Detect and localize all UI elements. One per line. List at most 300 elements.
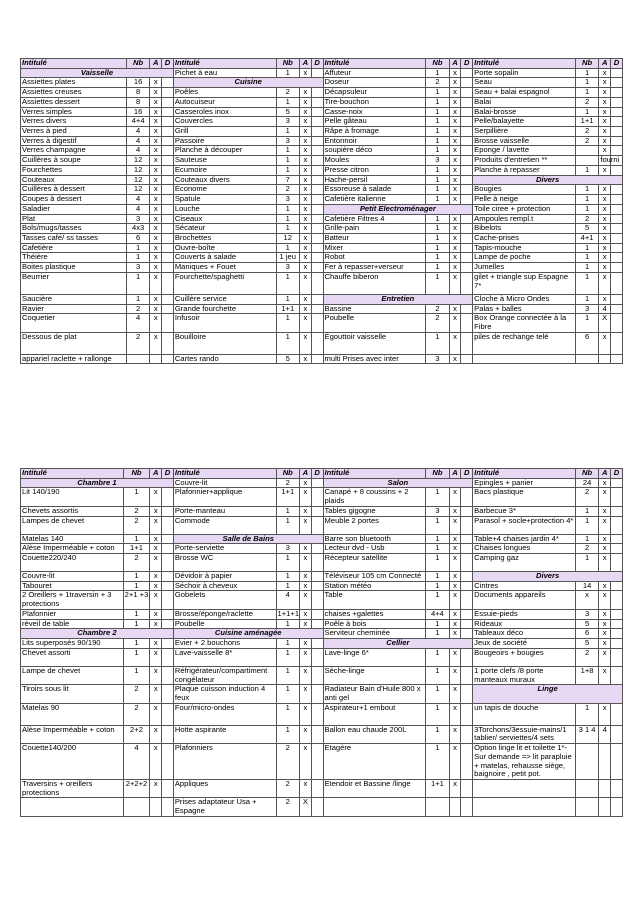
item-departure-check [311, 516, 323, 534]
item-departure-check [611, 609, 623, 619]
item-quantity: 1 [276, 666, 300, 684]
table-row [21, 478, 623, 488]
item-quantity: 5 [276, 107, 300, 117]
item-label: Tableaux déco [473, 629, 576, 639]
table-row [21, 97, 623, 107]
item-label: Option linge lit et toilette 1*- Sur demande => lit parapluie + matelas, rehausse siège, baignoire , petit pot. [473, 744, 576, 780]
item-arrival-check: x [599, 97, 611, 107]
item-quantity: 1 [276, 572, 300, 582]
item-arrival-check: x [150, 544, 162, 554]
item-label: Cuillère service [173, 294, 276, 304]
item-departure-check [311, 619, 323, 629]
table-row [21, 516, 623, 534]
empty-cell [599, 354, 611, 364]
item-quantity: 1 [575, 88, 599, 98]
item-quantity: 1 [575, 314, 599, 332]
item-departure-check [162, 185, 174, 195]
item-departure-check [311, 488, 323, 506]
item-arrival-check: x [599, 648, 611, 666]
item-departure-check [311, 581, 323, 591]
item-quantity: 1 [426, 725, 450, 743]
item-quantity: 2 [123, 703, 150, 725]
item-departure-check [611, 488, 623, 506]
table-row [21, 185, 623, 195]
item-departure-check [611, 136, 623, 146]
item-label: Affuteur [323, 68, 426, 78]
item-quantity: 1 [575, 516, 599, 534]
item-label: Camping gaz [473, 554, 576, 572]
item-arrival-check: x [449, 703, 461, 725]
item-departure-check [461, 253, 473, 263]
item-departure-check [461, 609, 473, 619]
item-departure-check [162, 127, 174, 137]
item-label: Balai [473, 97, 576, 107]
item-quantity: 1 [426, 581, 450, 591]
header-nb: Nb [276, 59, 300, 69]
item-departure-check [611, 478, 623, 488]
item-arrival-check: 4 [599, 725, 611, 743]
item-quantity: 2 [575, 97, 599, 107]
item-arrival-check: x [300, 185, 312, 195]
item-departure-check [311, 744, 323, 780]
item-departure-check [311, 703, 323, 725]
item-arrival-check: x [599, 544, 611, 554]
item-departure-check [611, 214, 623, 224]
table-row [21, 506, 623, 516]
item-quantity: 2 [276, 779, 300, 797]
item-arrival-check: x [150, 648, 162, 666]
item-arrival-check: x [150, 516, 162, 534]
item-quantity: 2 [126, 332, 150, 354]
item-label: Autocuiseur [173, 97, 276, 107]
item-quantity: 2 [123, 516, 150, 534]
item-label: Couvercles [173, 117, 276, 127]
empty-cell [123, 798, 150, 816]
item-quantity: 2 [276, 744, 300, 780]
item-label: Matelas 90 [21, 703, 124, 725]
item-label: Pichet à eau [173, 68, 276, 78]
item-label: Boites plastique [21, 263, 127, 273]
item-arrival-check: x [150, 263, 162, 273]
item-arrival-check: x [449, 78, 461, 88]
table-row [21, 591, 623, 609]
item-label: Jumelles [473, 263, 576, 273]
table-row [21, 798, 623, 816]
item-arrival-check: x [150, 314, 162, 332]
item-departure-check [611, 233, 623, 243]
item-quantity: 1+1 [575, 117, 599, 127]
section-heading: Salon [323, 478, 473, 488]
empty-cell [599, 798, 611, 816]
item-departure-check [611, 744, 623, 780]
item-arrival-check: x [300, 304, 312, 314]
item-arrival-check: x [150, 639, 162, 649]
item-label: Tabouret [21, 581, 124, 591]
item-arrival-check: x [599, 639, 611, 649]
item-arrival-check: x [449, 581, 461, 591]
item-label: Ciseaux [173, 214, 276, 224]
item-quantity: 1 [426, 703, 450, 725]
item-label: Bols/mugs/tasses [21, 224, 127, 234]
item-label: Verres simples [21, 107, 127, 117]
item-label: Tire-bouchon [323, 97, 426, 107]
item-arrival-check: x [300, 544, 312, 554]
item-quantity: 1 [426, 175, 450, 185]
item-departure-check [162, 619, 174, 629]
item-departure-check [311, 332, 323, 354]
item-arrival-check: x [300, 272, 312, 294]
item-departure-check [611, 294, 623, 304]
table-row [21, 666, 623, 684]
item-label: Cafetière Filtres 4 [323, 214, 426, 224]
header-d: D [311, 59, 323, 69]
item-arrival-check: x [150, 591, 162, 609]
item-arrival-check: x [449, 609, 461, 619]
item-departure-check [162, 516, 174, 534]
item-label: Bibelots [473, 224, 576, 234]
item-departure-check [611, 639, 623, 649]
item-arrival-check: x [150, 253, 162, 263]
item-arrival-check: x [150, 88, 162, 98]
item-quantity: 2 [123, 554, 150, 572]
item-label: Commode [173, 516, 276, 534]
item-label: Saladier [21, 204, 127, 214]
item-label: Brosse WC [173, 554, 276, 572]
item-label: Grande fourchette [173, 304, 276, 314]
item-departure-check [162, 581, 174, 591]
item-arrival-check: x [599, 253, 611, 263]
item-label: 2 Oreillers + 1traversin + 3 protections [21, 591, 124, 609]
item-quantity: 1 [123, 572, 150, 582]
item-quantity [575, 146, 599, 156]
item-label: Bassine [323, 304, 426, 314]
item-quantity: 1 [426, 685, 450, 703]
item-label: Porte sopalin [473, 68, 576, 78]
item-departure-check [162, 175, 174, 185]
item-arrival-check: x [150, 97, 162, 107]
item-quantity: 1 [575, 506, 599, 516]
item-departure-check [162, 354, 174, 364]
item-quantity: 1 [575, 294, 599, 304]
item-quantity: 1 [426, 591, 450, 609]
item-departure-check [311, 107, 323, 117]
item-quantity: 1 [276, 243, 300, 253]
item-label: Lave-vaisselle 8* [173, 648, 276, 666]
item-arrival-check: x [599, 488, 611, 506]
item-arrival-check: x [150, 488, 162, 506]
item-departure-check [311, 253, 323, 263]
item-departure-check [311, 506, 323, 516]
header-d: D [162, 59, 174, 69]
item-label: Parasol + socle+protection 4* [473, 516, 576, 534]
header-item: Intitulé [473, 59, 576, 69]
item-quantity: 16 [126, 78, 150, 88]
item-departure-check [461, 117, 473, 127]
item-label: Fer à repasser+verseur [323, 263, 426, 273]
item-label: Couette220/240 [21, 554, 124, 572]
item-label: Infusoir [173, 314, 276, 332]
item-quantity: 2 [123, 506, 150, 516]
item-arrival-check: x [449, 243, 461, 253]
item-arrival-check: x [150, 506, 162, 516]
item-departure-check [162, 609, 174, 619]
item-label: Couverts à salade [173, 253, 276, 263]
item-arrival-check: x [449, 648, 461, 666]
item-arrival-check: x [300, 233, 312, 243]
item-departure-check [461, 332, 473, 354]
item-label: Poubelle [323, 314, 426, 332]
item-quantity: 1 [126, 243, 150, 253]
item-departure-check [461, 572, 473, 582]
header-a: A [449, 59, 461, 69]
item-arrival-check: x [150, 117, 162, 127]
item-departure-check [311, 639, 323, 649]
section-heading: Divers [473, 572, 623, 582]
header-item: Intitulé [173, 469, 276, 479]
item-label: Bougeoirs + bougies [473, 648, 576, 666]
item-arrival-check: x [150, 685, 162, 703]
item-label: Maniques + Fouet [173, 263, 276, 273]
item-label: Palas + balles [473, 304, 576, 314]
header-nb: Nb [426, 469, 450, 479]
item-departure-check [311, 68, 323, 78]
item-arrival-check: x [599, 195, 611, 205]
item-departure-check [311, 233, 323, 243]
item-arrival-check: x [449, 253, 461, 263]
item-label: Assiettes creuses [21, 88, 127, 98]
item-quantity: 1 [426, 629, 450, 639]
item-quantity: 1 [575, 534, 599, 544]
item-label: Couette140/200 [21, 744, 124, 780]
item-quantity: 4+1 [575, 233, 599, 243]
item-departure-check [461, 78, 473, 88]
item-label: Pelle gâteau [323, 117, 426, 127]
item-quantity: 2 [575, 544, 599, 554]
item-departure-check [162, 214, 174, 224]
item-departure-check [311, 127, 323, 137]
item-quantity: 1 [426, 165, 450, 175]
item-departure-check [162, 332, 174, 354]
item-arrival-check: x [300, 478, 312, 488]
item-departure-check [611, 78, 623, 88]
item-quantity: 4+4 [126, 117, 150, 127]
item-arrival-check: x [449, 314, 461, 332]
item-label: Appliques [173, 779, 276, 797]
item-label: Poêle à bois [323, 619, 426, 629]
header-a: A [150, 469, 162, 479]
item-arrival-check: x [150, 572, 162, 582]
item-departure-check [611, 516, 623, 534]
item-arrival-check: x [300, 666, 312, 684]
item-label: Verres à digestif [21, 136, 127, 146]
item-arrival-check: x [599, 516, 611, 534]
item-arrival-check: x [599, 294, 611, 304]
item-arrival-check: x [300, 609, 312, 619]
item-label: Tapis-mouche [473, 243, 576, 253]
item-label: Batteur [323, 233, 426, 243]
item-quantity: 1 [276, 156, 300, 166]
item-arrival-check: x [300, 332, 312, 354]
item-departure-check [162, 117, 174, 127]
section-heading: Cuisine aménagée [173, 629, 323, 639]
item-quantity: 4 [126, 204, 150, 214]
item-quantity: 1 [276, 294, 300, 304]
table-row [21, 204, 623, 214]
item-label: Four/micro-ondes [173, 703, 276, 725]
item-departure-check [611, 204, 623, 214]
item-arrival-check: x [150, 666, 162, 684]
item-arrival-check: x [599, 609, 611, 619]
item-departure-check [461, 127, 473, 137]
header-d: D [162, 469, 174, 479]
item-departure-check [461, 703, 473, 725]
item-label: Poubelle [173, 619, 276, 629]
item-arrival-check: x [599, 136, 611, 146]
table-row [21, 88, 623, 98]
table-row [21, 544, 623, 554]
item-arrival-check: x [150, 534, 162, 544]
empty-cell [473, 354, 576, 364]
item-quantity: 2 [426, 78, 450, 88]
header-d: D [311, 469, 323, 479]
item-label: Louche [173, 204, 276, 214]
item-quantity: 1 [575, 243, 599, 253]
item-departure-check [162, 572, 174, 582]
item-quantity: 4 [126, 136, 150, 146]
item-quantity: 2 [575, 214, 599, 224]
item-departure-check [611, 117, 623, 127]
item-departure-check [311, 725, 323, 743]
item-arrival-check: x [150, 725, 162, 743]
item-arrival-check: x [449, 666, 461, 684]
item-label: Coquetier [21, 314, 127, 332]
item-quantity: 1 [276, 146, 300, 156]
item-departure-check [611, 629, 623, 639]
item-arrival-check: x [300, 175, 312, 185]
item-arrival-check: x [449, 354, 461, 364]
item-arrival-check: x [300, 685, 312, 703]
item-departure-check [311, 263, 323, 273]
item-departure-check [461, 146, 473, 156]
item-quantity: 4 [126, 127, 150, 137]
item-label: 3Torchons/3essuie-mains/1 tablier/ serviettes/4 sets [473, 725, 576, 743]
item-departure-check [611, 703, 623, 725]
item-quantity: 1 [575, 263, 599, 273]
item-label: Epingles + panier [473, 478, 576, 488]
item-departure-check [461, 214, 473, 224]
item-departure-check [461, 224, 473, 234]
item-departure-check [611, 725, 623, 743]
item-departure-check [162, 591, 174, 609]
item-label: Ampoules rempl.t [473, 214, 576, 224]
item-departure-check [162, 703, 174, 725]
empty-cell [21, 798, 124, 816]
section-heading: Entretien [323, 294, 473, 304]
item-departure-check [611, 272, 623, 294]
item-label: Plat [21, 214, 127, 224]
item-departure-check [311, 165, 323, 175]
item-departure-check [311, 648, 323, 666]
item-quantity: 1 [575, 703, 599, 725]
item-arrival-check: x [599, 629, 611, 639]
table-row [21, 779, 623, 797]
item-departure-check [461, 516, 473, 534]
table-row [21, 488, 623, 506]
table-row [21, 243, 623, 253]
item-label: Econome [173, 185, 276, 195]
item-arrival-check: x [449, 304, 461, 314]
item-quantity: 1 [276, 703, 300, 725]
item-arrival-check: x [449, 534, 461, 544]
item-arrival-check: x [449, 544, 461, 554]
item-label: Plafonnier [21, 609, 124, 619]
empty-cell [473, 779, 576, 797]
item-arrival-check: x [150, 233, 162, 243]
item-quantity: 1 [575, 68, 599, 78]
item-arrival-check: x [599, 107, 611, 117]
item-arrival-check: x [599, 127, 611, 137]
item-departure-check [162, 685, 174, 703]
item-quantity: 4 [126, 146, 150, 156]
item-departure-check [461, 185, 473, 195]
item-label: Couvre-lit [173, 478, 276, 488]
item-label: Evier + 2 bouchons [173, 639, 276, 649]
item-arrival-check: x [150, 304, 162, 314]
item-quantity: 4 [126, 314, 150, 332]
item-departure-check [162, 204, 174, 214]
item-quantity: 3 [276, 136, 300, 146]
header-nb: Nb [426, 59, 450, 69]
item-quantity: 1 [276, 725, 300, 743]
item-quantity: 12 [126, 165, 150, 175]
item-label: Toile ciree + protection [473, 204, 576, 214]
item-departure-check [311, 354, 323, 364]
header-nb: Nb [123, 469, 150, 479]
item-label: Etendoir et Bassine /linge [323, 779, 426, 797]
item-arrival-check: x [150, 78, 162, 88]
item-departure-check [162, 725, 174, 743]
item-arrival-check: x [449, 506, 461, 516]
item-quantity: 2 [276, 88, 300, 98]
item-quantity: 12 [126, 175, 150, 185]
item-quantity: 4x3 [126, 224, 150, 234]
item-departure-check [311, 304, 323, 314]
item-arrival-check: x [150, 146, 162, 156]
item-arrival-check [150, 354, 162, 364]
item-label: Fourchettes [21, 165, 127, 175]
item-departure-check [311, 97, 323, 107]
table-row [21, 233, 623, 243]
item-label: Réfrigérateur/compartiment congélateur [173, 666, 276, 684]
item-label: Théière [21, 253, 127, 263]
item-departure-check [162, 97, 174, 107]
item-quantity: 3 [276, 263, 300, 273]
item-label: Essoreuse à salade [323, 185, 426, 195]
item-arrival-check: x [300, 703, 312, 725]
header-item: Intitulé [323, 59, 426, 69]
item-label: Plaque cuisson induction 4 feux [173, 685, 276, 703]
item-label: Seau [473, 78, 576, 88]
item-label: Plafonniers [173, 744, 276, 780]
item-departure-check [461, 68, 473, 78]
item-arrival-check: x [449, 165, 461, 175]
item-departure-check [162, 294, 174, 304]
item-departure-check [611, 648, 623, 666]
item-label: Essuie-pieds [473, 609, 576, 619]
item-arrival-check: x [599, 243, 611, 253]
section-heading: Petit Electroménager [323, 204, 473, 214]
item-arrival-check: x [300, 224, 312, 234]
